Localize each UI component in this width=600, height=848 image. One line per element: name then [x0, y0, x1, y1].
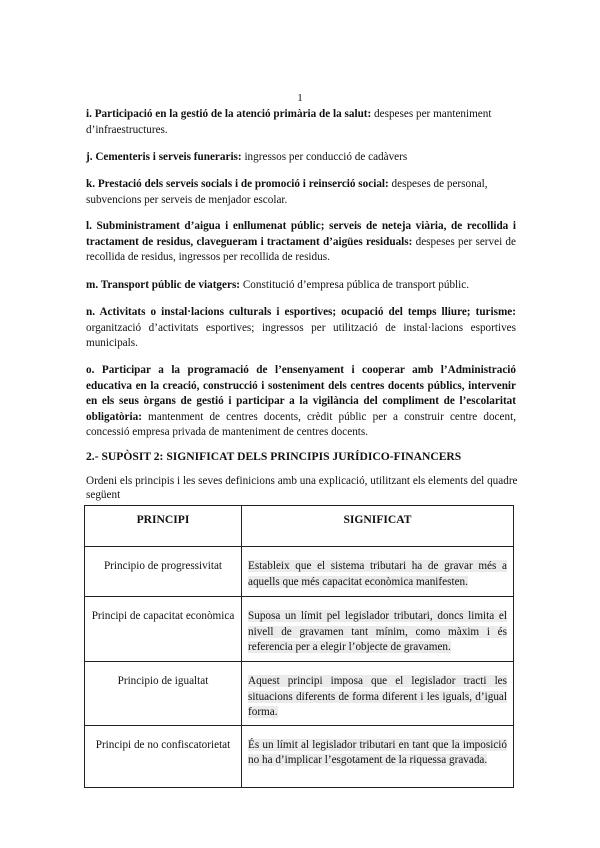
meaning-cell [242, 547, 514, 597]
item-text: despeses per servei de recollida de residus, ingressos per recollida de residus. [86, 235, 516, 263]
item-text: Constitució d’empresa pública de transport públic. [240, 279, 470, 291]
list-item-n [86, 305, 516, 352]
item-title: m. Transport públic de viatgers: [86, 279, 241, 291]
list-item-i [86, 107, 516, 138]
meaning-text: És un límit al legislador tributari en tant que la imposició no ha d’implicar l’esgotament de la riquessa gravada. [248, 738, 507, 766]
intro-text: Ordeni els principis i les seves definicions amb una explicació, utilitzant els elements del quadre següent [86, 475, 518, 501]
table-header-row [85, 506, 514, 547]
item-title: o. Participar a la programació de l’ensenyament i cooperar amb l’Administració educativa en la creació, construcció i sosteniment dels centres docents públics, intervenir en els seus òrgans de gestió i participar a la vigilància del compliment de l’escolaritat obligatòria: [86, 364, 516, 423]
item-title: l. Subministrament d’aigua i enllumenat públic; serveis de neteja viària, de recollida i tractament de residus, clavegueram i tractament d’aigües residuals: [86, 220, 516, 248]
principle-cell: Principio de igualtat [85, 662, 242, 726]
meaning-cell [242, 597, 514, 662]
page-number: 1 [297, 92, 303, 104]
table-row [85, 725, 514, 787]
list-item-m [86, 278, 516, 294]
meaning-text: Aquest principi imposa que el legislador tracti les situacions diferents de forma diferent i les iguals, d’igual forma. [248, 675, 507, 718]
principle-cell: Principi de capacitat econòmica [85, 597, 242, 662]
list-item-k [86, 177, 516, 208]
list-item-l [86, 219, 516, 266]
item-title: k. Prestació dels serveis socials i de promoció i reinserció social: [86, 178, 389, 190]
table-row [85, 547, 514, 597]
section-heading: 2.- SUPÒSIT 2: SIGNIFICAT DELS PRINCIPIS JURÍDICO-FINANCERS [86, 450, 462, 463]
header-principi: PRINCIPI [85, 506, 242, 547]
meaning-cell [242, 662, 514, 726]
item-text: ingressos per conducció de cadàvers [241, 151, 408, 163]
table-row [85, 597, 514, 662]
principle-cell: Principi de no confiscatorietat [85, 725, 242, 787]
meaning-text: Suposa un límit pel legislador tributari, doncs limita el nivell de gravamen tant mínim, como màxim i és referencia per a elegir l’objecte de gravamen. [248, 610, 507, 653]
header-significat: SIGNIFICAT [242, 506, 514, 547]
meaning-cell [242, 725, 514, 787]
principle-cell: Principio de progressivitat [85, 547, 242, 597]
meaning-text: Estableix que el sistema tributari ha de gravar més a aquells que més capacitat econòmica manifesten. [248, 560, 507, 588]
item-title: n. Activitats o instal·lacions culturals i esportives; ocupació del temps lliure; turisme: [86, 306, 516, 318]
item-title: i. Participació en la gestió de la atenció primària de la salut: [86, 108, 372, 120]
list-item-o [86, 363, 516, 441]
item-title: j. Cementeris i serveis funeraris: [86, 151, 242, 163]
item-text: despeses per manteniment d’infraestructures. [86, 108, 492, 136]
item-text: organització d’activitats esportives; ingressos per utilització de instal·lacions esportives municipals. [86, 321, 516, 349]
list-item-j [86, 150, 516, 166]
table-row [85, 662, 514, 726]
item-text: mantenment de centres docents, crèdit públic per a construir centre docent, concessió empresa privada de manteniment de centres docents. [86, 410, 516, 438]
principles-table [84, 505, 514, 788]
item-text: despeses de personal, subvencions per serveis de menjador escolar. [86, 178, 488, 206]
